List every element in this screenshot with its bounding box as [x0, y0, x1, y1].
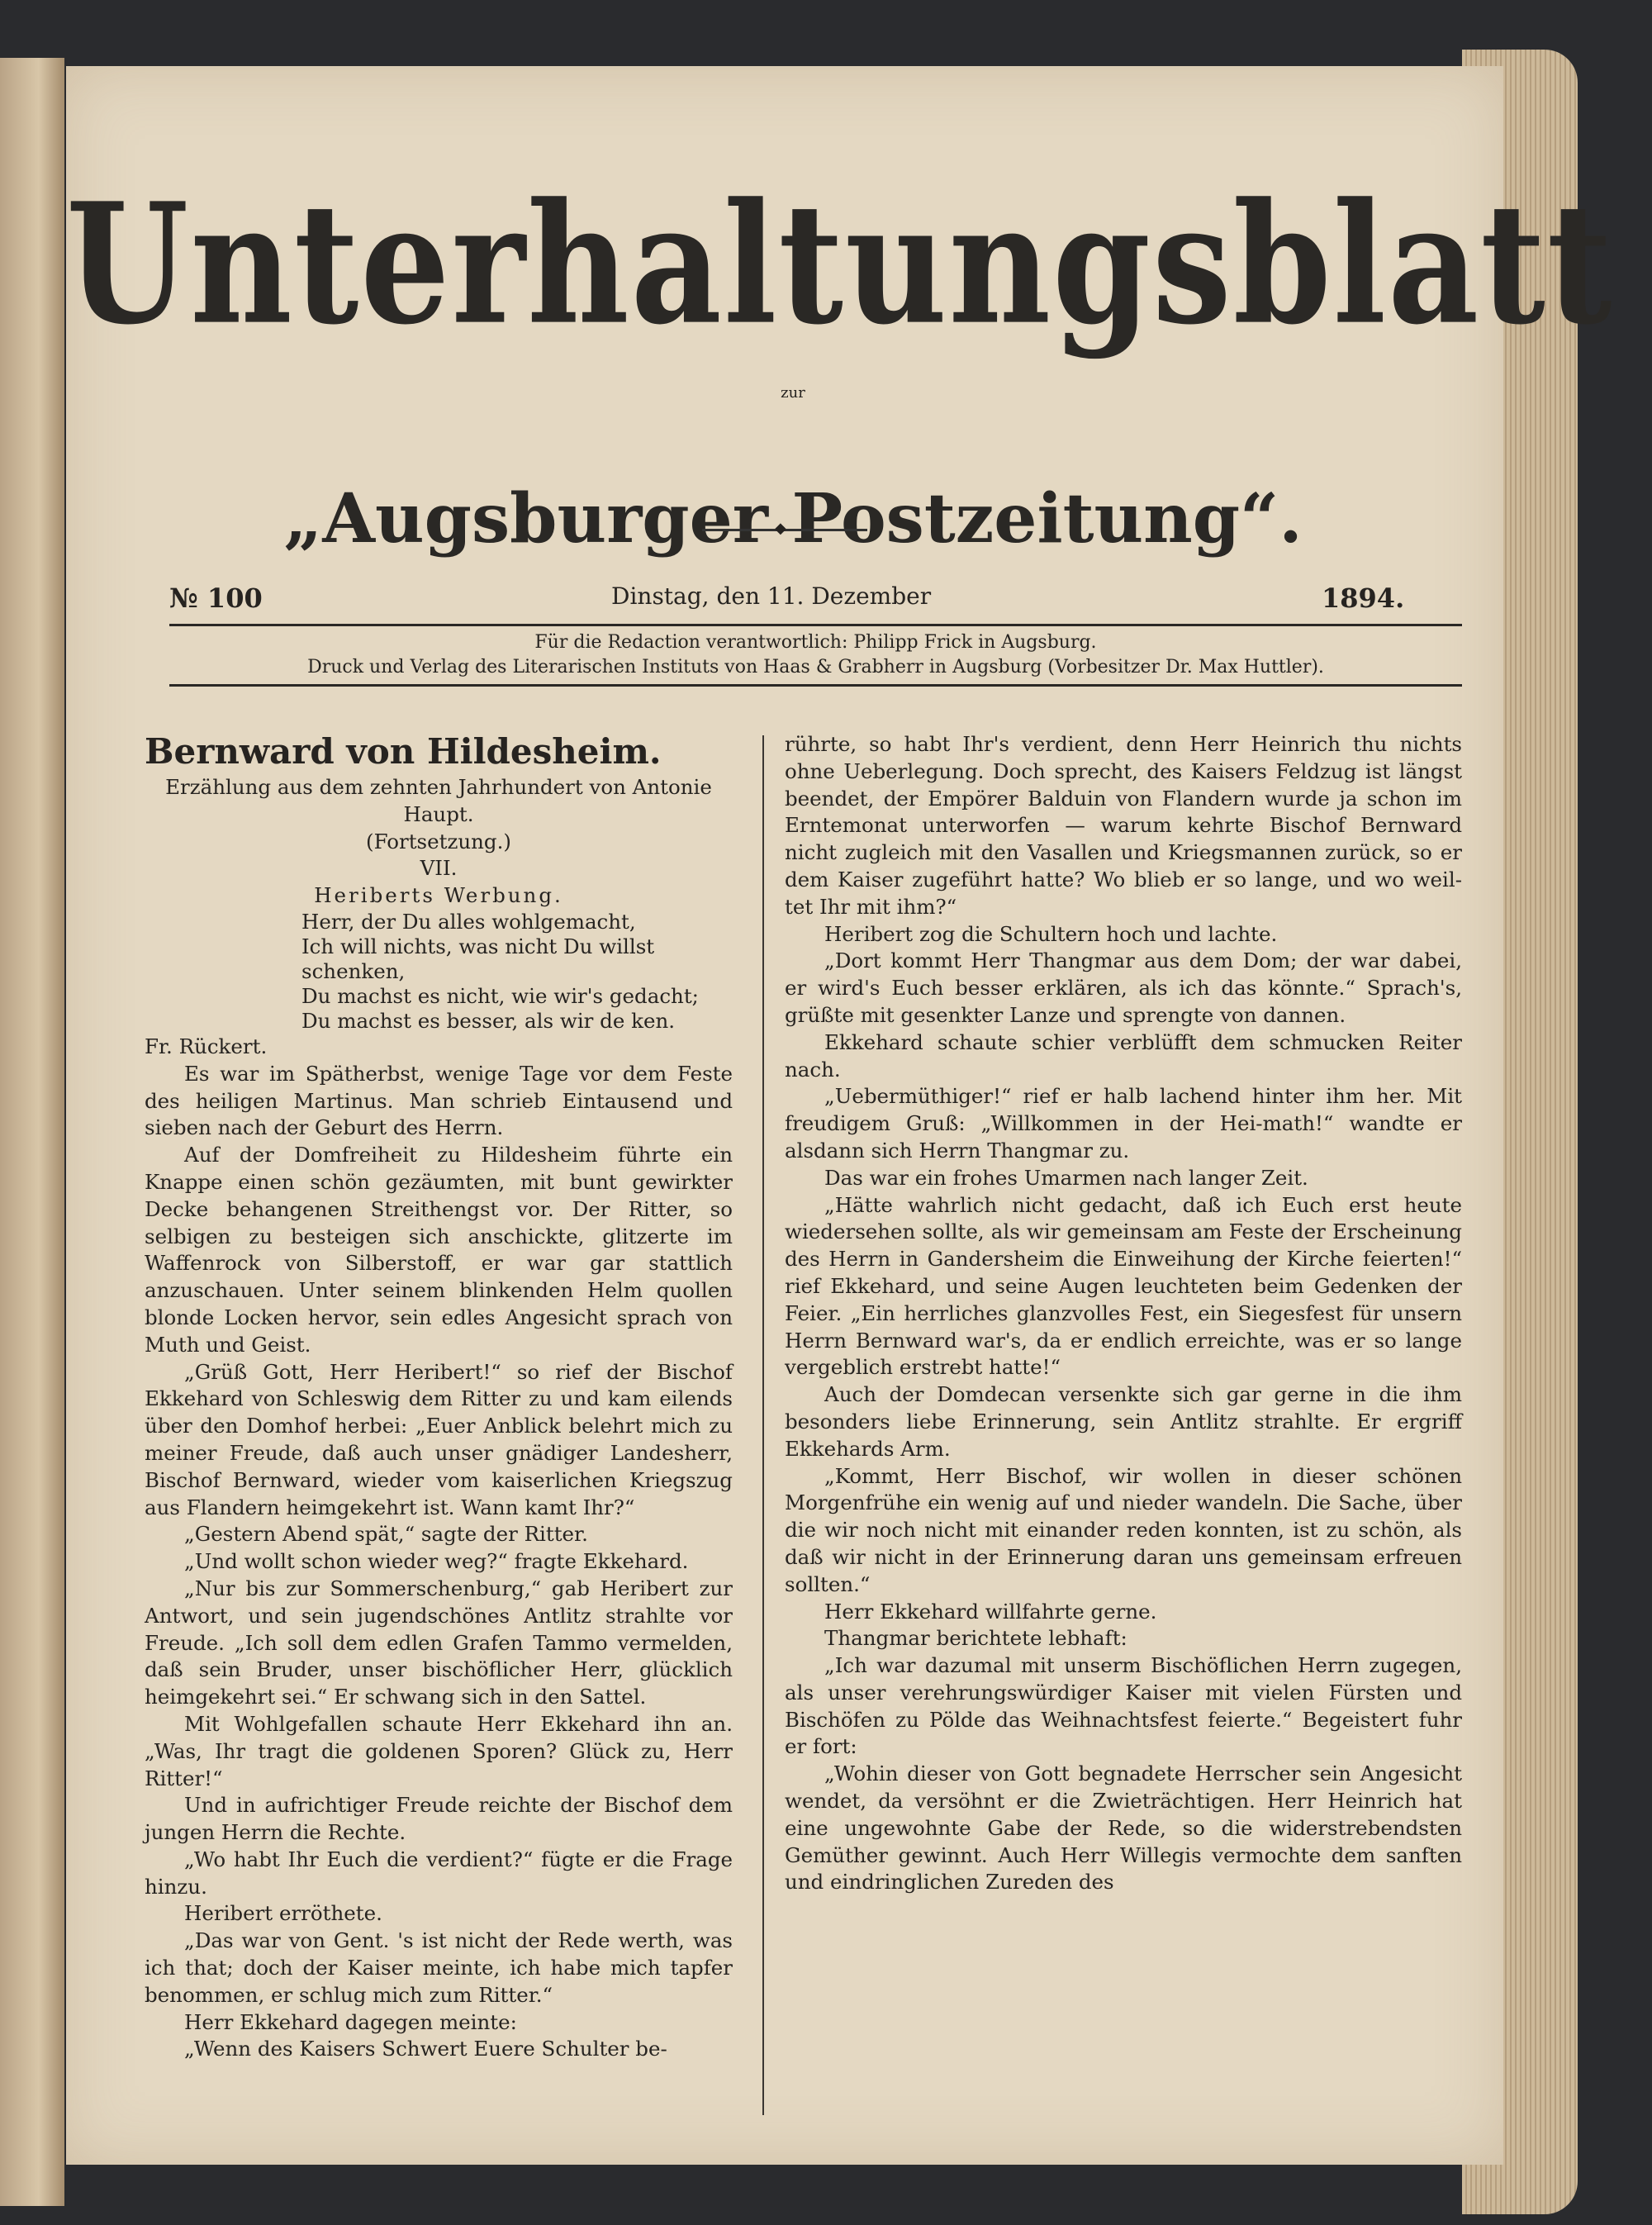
right-column	[785, 731, 1462, 1896]
paragraph: „Kommt, Herr Bischof, wir wollen in dieser schönen Morgenfrühe ein wenig auf und nieder wandeln. Die Sache, über die wir noch nicht mit einander reden konnten, ist zu schön, als daß wir nicht in der Erinnerung daran uns gemeinsam erfreuen sollten.“	[785, 1463, 1462, 1596]
rule-top	[169, 624, 1462, 626]
paragraph: Und in aufrichtiger Freude reichte der Bischof dem jungen Herrn die Rechte.	[145, 1793, 733, 1845]
paragraph: „Grüß Gott, Herr Heribert!“ so rief der Bischof Ekkehard von Schleswig dem Ritter zu und kam eilends über den Domhof herbei: „Euer Anblick belehrt mich zu meiner Freude, daß auch unser gnädiger Landesherr, Bischof Bernward, wieder vom kaiserlichen Kriegszug aus Flandern heimgekehrt ist. Wann kamt Ihr?“	[145, 1359, 733, 1519]
rule-bottom	[169, 684, 1462, 687]
issue-number: № 100	[169, 582, 263, 614]
poem-line: Ich will nichts, was nicht Du willst schenken,	[301, 934, 655, 983]
paragraph: Das war ein frohes Umarmen nach langer Zeit.	[824, 1165, 1308, 1190]
paragraph: „Wo habt Ihr Euch die verdient?“ fügte er die Frage hinzu.	[145, 1847, 733, 1899]
article-title: Bernward von Hildesheim.	[145, 731, 662, 772]
ornament-divider	[702, 529, 867, 531]
paragraph: Auf der Domfreiheit zu Hildesheim führte ein Knappe einen schön gezäumten, mit bunt gewirkter Decke behangenen Streithengst vor. Der Ritter, so selbigen zu besteigen sich anschickte, glitzerte im Waffenrock von Silberstoff, er war gar stattlich anzuschauen. Unter seinem blinkenden Helm quollen blonde Locken hervor, sein edles Angesicht sprach von Muth und Geist.	[145, 1143, 733, 1357]
masthead-subtitle: „Augsburger Postzeitung“.	[283, 479, 1303, 559]
poem-line: Herr, der Du alles wohlgemacht,	[301, 909, 636, 934]
paragraph: Heribert zog die Schultern hoch und lachte.	[824, 921, 1278, 946]
masthead-zur: zur	[781, 384, 805, 402]
article-continued: (Fortsetzung.)	[366, 829, 511, 853]
paragraph: „Das war von Gent. 's ist nicht der Rede werth, was ich that; doch der Kaiser meinte, ich habe mich tapfer benommen, er schlug mich zum Ritter.“	[145, 1928, 733, 2007]
chapter-number: VII.	[420, 856, 458, 881]
left-page-edge	[0, 58, 64, 2206]
left-column	[145, 731, 733, 2063]
paragraph: Herr Ekkehard dagegen meinte:	[184, 2009, 517, 2034]
paragraph: Auch der Domdecan versenkte sich gar gerne in die ihm besonders liebe Erinnerung, sein Antlitz strahlte. Er ergriff Ekkehards Arm.	[785, 1382, 1462, 1461]
paragraph: Heribert erröthete.	[184, 1901, 382, 1926]
poem-line: Du machst es besser, als wir de ken.	[301, 1008, 676, 1033]
column-divider	[762, 735, 764, 2115]
paragraph: Es war im Spätherbst, wenige Tage vor dem Feste des heiligen Martinus. Man schrieb Eintausend und sieben nach der Geburt des Herrn.	[145, 1061, 733, 1140]
paragraph: „Uebermüthiger!“ rief er halb lachend hinter ihm her. Mit freudigem Gruß: „Willkommen in der Hei-math!“ wandte er alsdann sich Herrn Thangmar zu.	[785, 1084, 1462, 1162]
poem-line: Du machst es nicht, wie wir's gedacht;	[301, 983, 699, 1008]
paragraph: Ekkehard schaute schier verblüfft dem schmucken Reiter nach.	[785, 1029, 1462, 1082]
paragraph: Thangmar berichtete lebhaft:	[824, 1626, 1127, 1651]
masthead-title: Unterhaltungsblatt	[66, 167, 1614, 362]
paragraph: „Wenn des Kaisers Schwert Euere Schulter be-	[184, 2037, 667, 2061]
chapter-title: Heriberts Werbung.	[314, 883, 563, 908]
poem-author: Fr. Rückert.	[145, 1034, 268, 1058]
paragraph: „Nur bis zur Sommerschenburg,“ gab Heribert zur Antwort, und sein jugendschönes Antlitz strahlte vor Freude. „Ich soll dem edlen Grafen Tammo vermelden, daß sein Bruder, unser bischöflicher Herr, glücklich heimgekehrt sei.“ Er schwang sich in den Sattel.	[145, 1576, 733, 1709]
paragraph: „Dort kommt Herr Thangmar aus dem Dom; der war dabei, er wird's Euch besser erklären, als ich das könnte.“ Sprach's, grüßte mit gesenkter Lanze und sprengte von dannen.	[785, 948, 1462, 1027]
paragraph: Herr Ekkehard willfahrte gerne.	[824, 1599, 1157, 1624]
credits-line-1: Für die Redaction verantwortlich: Philipp Frick in Augsburg.	[534, 632, 1097, 653]
article-byline: Erzählung aus dem zehnten Jahrhundert von Antonie Haupt.	[165, 775, 712, 826]
paragraph: „Und wollt schon wieder weg?“ fragte Ekkehard.	[184, 1549, 689, 1574]
paragraph: „Hätte wahrlich nicht gedacht, daß ich Euch erst heute wiedersehen sollte, als wir gemeinsam am Feste der Erscheinung des Herrn in Gandersheim die Einweihung der Kirche feierten!“ rief Ekkehard, und seine Augen leuchteten beim Gedenken der Feier. „Ein herrliches glanzvolles Fest, ein Siegesfest für unsern Herrn Bernward war's, da er endlich erreichte, was er so lange vergeblich erstrebt hatte!“	[785, 1192, 1462, 1380]
issue-year: 1894.	[1322, 582, 1405, 614]
paragraph: „Ich war dazumal mit unserm Bischöflichen Herrn zugegen, als unser verehrungswürdiger Kaiser mit vielen Fürsten und Bischöfen zu Pölde das Weihnachtsfest feierte.“ Begeistert fuhr er fort:	[785, 1653, 1462, 1759]
issue-date: Dinstag, den 11. Dezember	[611, 582, 932, 610]
paragraph: rührte, so habt Ihr's verdient, denn Herr Heinrich thu nichts ohne Ueberlegung. Doch sprecht, des Kaisers Feldzug ist längst beendet, der Empörer Balduin von Flandern wurde ja schon im Erntemonat unterworfen — warum kehrte Bischof Bernward nicht zugleich mit den Vasallen und Kriegsmannen zurück, so er dem Kaiser zugeführt hatte? Wo blieb er so lange, und wo weil-tet Ihr mit ihm?“	[785, 732, 1462, 919]
paragraph: „Wohin dieser von Gott begnadete Herrscher sein Angesicht wendet, da versöhnt er die Zwieträchtigen. Herr Heinrich hat eine ungewohnte Gabe der Rede, so die widerstrebendsten Gemüther gewinnt. Auch Herr Willegis vermochte dem sanften und eindringlichen Zureden des	[785, 1761, 1462, 1895]
paragraph: Mit Wohlgefallen schaute Herr Ekkehard ihn an. „Was, Ihr tragt die goldenen Sporen? Glück zu, Herr Ritter!“	[145, 1711, 733, 1790]
paragraph: „Gestern Abend spät,“ sagte der Ritter.	[184, 1522, 588, 1547]
credits-line-2: Druck und Verlag des Literarischen Instituts von Haas & Grabherr in Augsburg (Vorbesitzer Dr. Max Huttler).	[307, 657, 1324, 677]
newspaper-page	[66, 66, 1614, 2165]
